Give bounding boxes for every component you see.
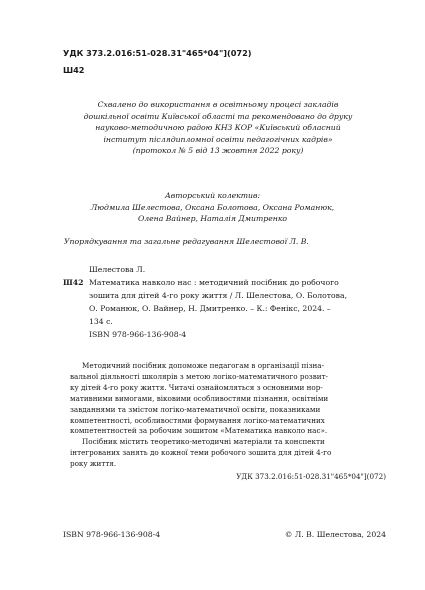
authors-line: Людмила Шелестова, Оксана Болотова, Оксана Романюк,: [90, 202, 335, 212]
udc-code: УДК 373.2.016:51-028.31"465*04"](072): [63, 48, 252, 58]
catalog-line: 134 с.: [89, 317, 113, 326]
catalog-code: Ш42: [63, 278, 84, 287]
approval-line: Схвалено до використання в освітньому процесі закладів: [97, 100, 339, 109]
bbk-code: Ш42: [63, 65, 85, 75]
annotation-text: [70, 361, 386, 483]
annotation-udc: УДК 373.2.016:51-028.31"465*04"](072): [236, 472, 386, 482]
catalog-isbn: ISBN 978-966-136-908-4: [89, 330, 187, 339]
annotation-line: компетентності, особливостями формування логіко-математичних: [70, 415, 325, 425]
footer: [63, 530, 386, 539]
annotation-line: вальної діяльності школярів з метою логіко-математичного розвит-: [70, 371, 328, 381]
annotation-line: мативними вимогами, віковими особливостями пізнання, освітніми: [70, 393, 329, 403]
catalog-line: О. Романюк, О. Вайнер, Н. Дмитренко. – К.: Фенікс, 2024. –: [89, 304, 331, 313]
catalog-author: Шелестова Л.: [89, 265, 146, 274]
authors-line: Олена Вайнер, Наталія Дмитренко: [137, 214, 288, 224]
approval-line: (протокол № 5 від 13 жовтня 2022 року): [132, 146, 304, 156]
annotation-line: Методичний посібник допоможе педагогам в організації пізна-: [82, 361, 325, 370]
approval-line: дошкільної освіти Київської області та рекомендовано до друку: [83, 111, 353, 121]
annotation-line: компетентностей за робочим зошитом «Математика навколо нас».: [70, 426, 328, 436]
authors-block: [40, 190, 385, 225]
annotation-line: ку дітей 4-го року життя. Читачі ознайомляться з основними нор-: [70, 382, 323, 392]
annotation-line: інтегрованих занять до кожної теми робочого зошита для дітей 4-го: [70, 448, 332, 458]
catalog-line: Математика навколо нас : методичний посібник до робочого: [89, 278, 339, 287]
catalog-title-row: [63, 276, 393, 289]
annotation-line: року життя.: [70, 459, 117, 469]
approval-statement: [50, 99, 386, 157]
footer-isbn: ISBN 978-966-136-908-4: [63, 530, 161, 539]
editor-credit: Упорядкування та загальне редагування Шелестової Л. В.: [64, 237, 309, 246]
footer-copyright: © Л. В. Шелестова, 2024: [284, 530, 386, 539]
udc-block: [63, 45, 252, 79]
approval-line: науково-методичною радою КНЗ КОР «Київський обласний: [95, 123, 341, 133]
annotation-line: завданнями та змістом логіко-математичної освіти, показниками: [70, 404, 321, 414]
authors-heading: Авторський колектив:: [164, 191, 261, 200]
catalog-record: [63, 263, 393, 341]
approval-line: інститут післядипломної освіти педагогічних кадрів»: [103, 134, 333, 144]
catalog-line: зошита для дітей 4-го року життя / Л. Шелестова, О. Болотова,: [89, 291, 348, 300]
annotation-line: Посібник містить теоретико-методичні матеріали та конспекти: [82, 437, 325, 447]
